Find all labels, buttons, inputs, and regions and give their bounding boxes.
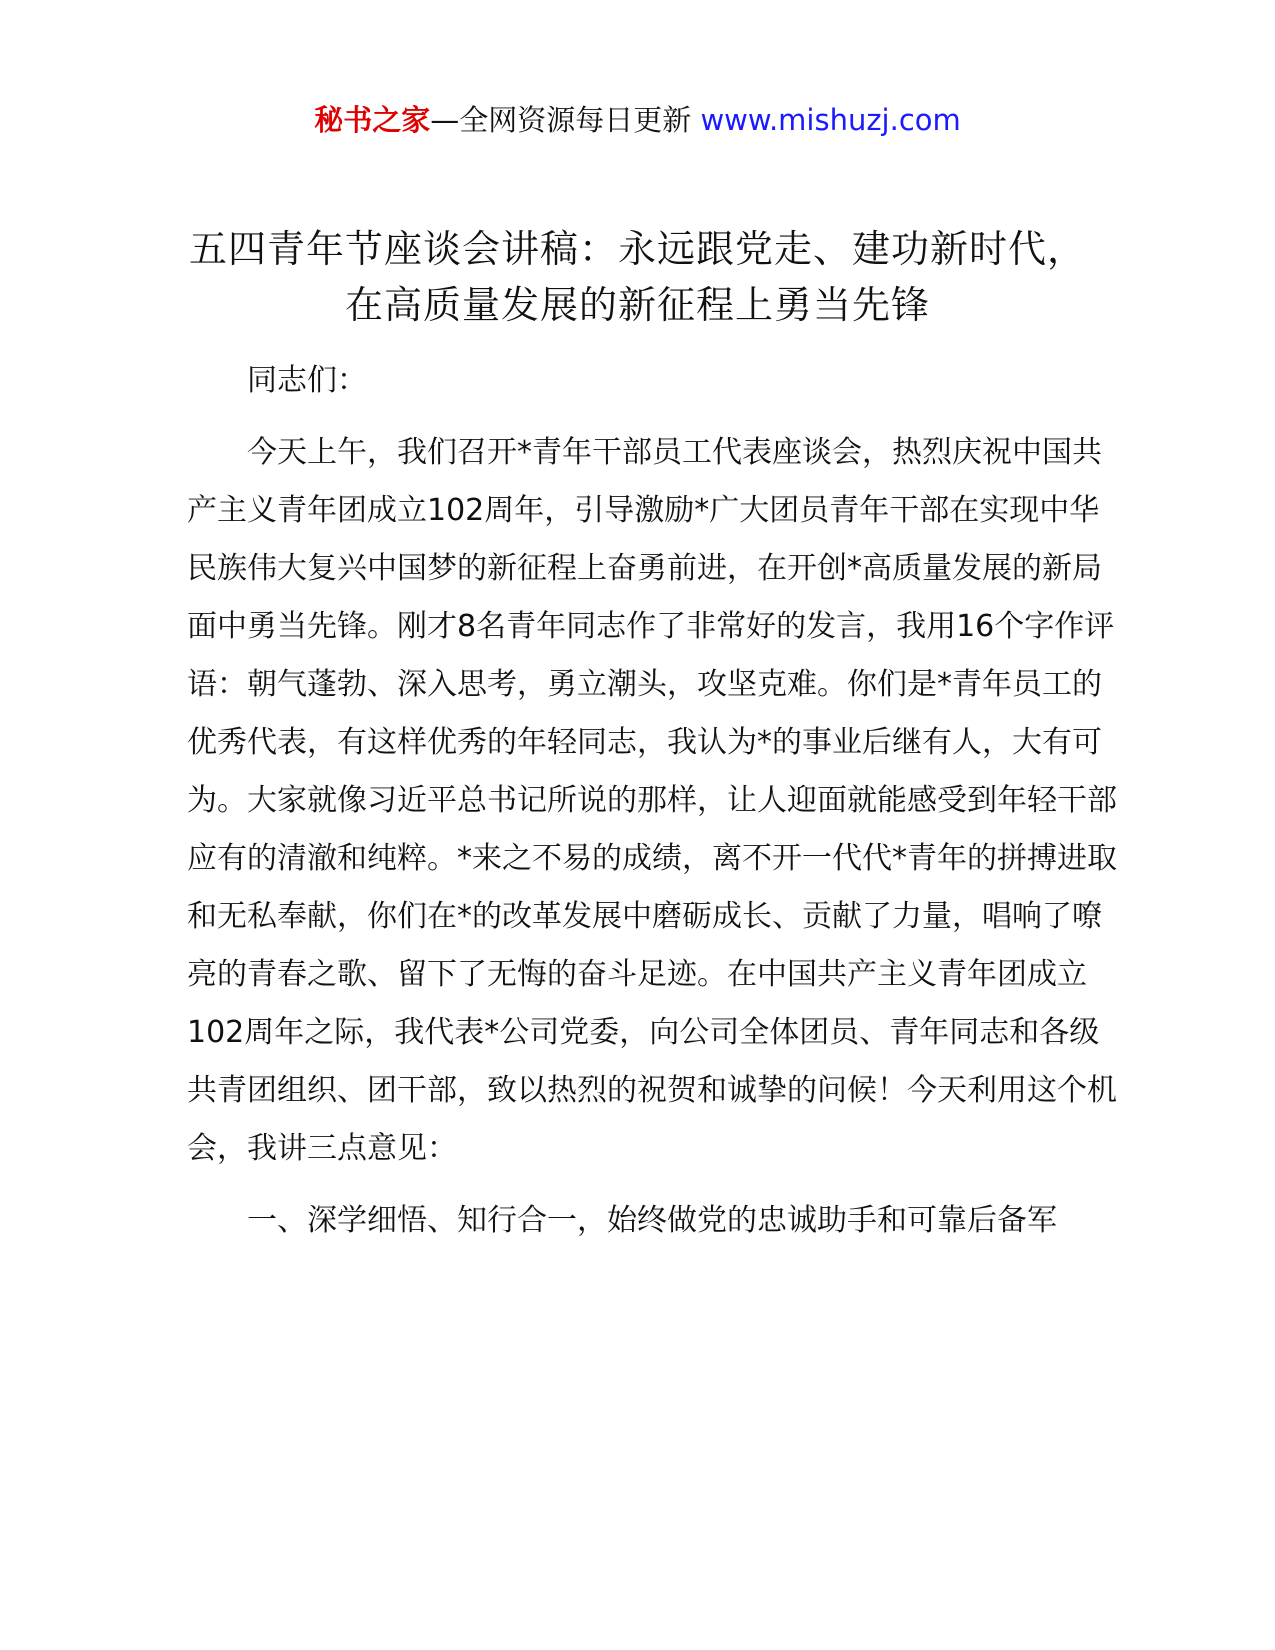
document-title: 五四青年节座谈会讲稿：永远跟党走、建功新时代，在高质量发展的新征程上勇当先锋 [188, 227, 1086, 327]
site-header [0, 100, 1275, 140]
site-url-link[interactable]: www.mishuzj.com [700, 103, 961, 137]
paragraph: 今天上午，我们召开*青年干部员工代表座谈会，热烈庆祝中国共产主义青年团成立102周年，引导激励*广大团员青年干部在实现中华民族伟大复兴中国梦的新征程上奋勇前进，在开创*高质量发展的新局面中勇当先锋。刚才8名青年同志作了非常好的发言，我用16个字作评语：朝气蓬勃、深入思考，勇立潮头，攻坚克难。你们是*青年员工的优秀代表，有这样优秀的年轻同志，我认为*的事业后继有人，大有可为。大家就像习近平总书记所说的那样，让人迎面就能感受到年轻干部应有的清澈和纯粹。*来之不易的成绩，离不开一代代*青年的拼搏进取和无私奉献，你们在*的改革发展中磨砺成长、贡献了力量，唱响了嘹亮的青春之歌、留下了无悔的奋斗足迹。在中国共产主义青年团成立102周年之际，我代表*公司党委，向公司全体团员、青年同志和各级共青团组织、团干部，致以热烈的祝贺和诚挚的问候！今天利用这个机会，我讲三点意见： [187, 435, 1117, 1166]
header-tagline: —全网资源每日更新 [430, 103, 701, 137]
section-heading: 一、深学细悟、知行合一，始终做党的忠诚助手和可靠后备军 [247, 1203, 1057, 1238]
brand-name: 秘书之家 [314, 103, 431, 137]
salutation: 同志们： [247, 363, 367, 398]
document-body [187, 352, 1117, 1250]
